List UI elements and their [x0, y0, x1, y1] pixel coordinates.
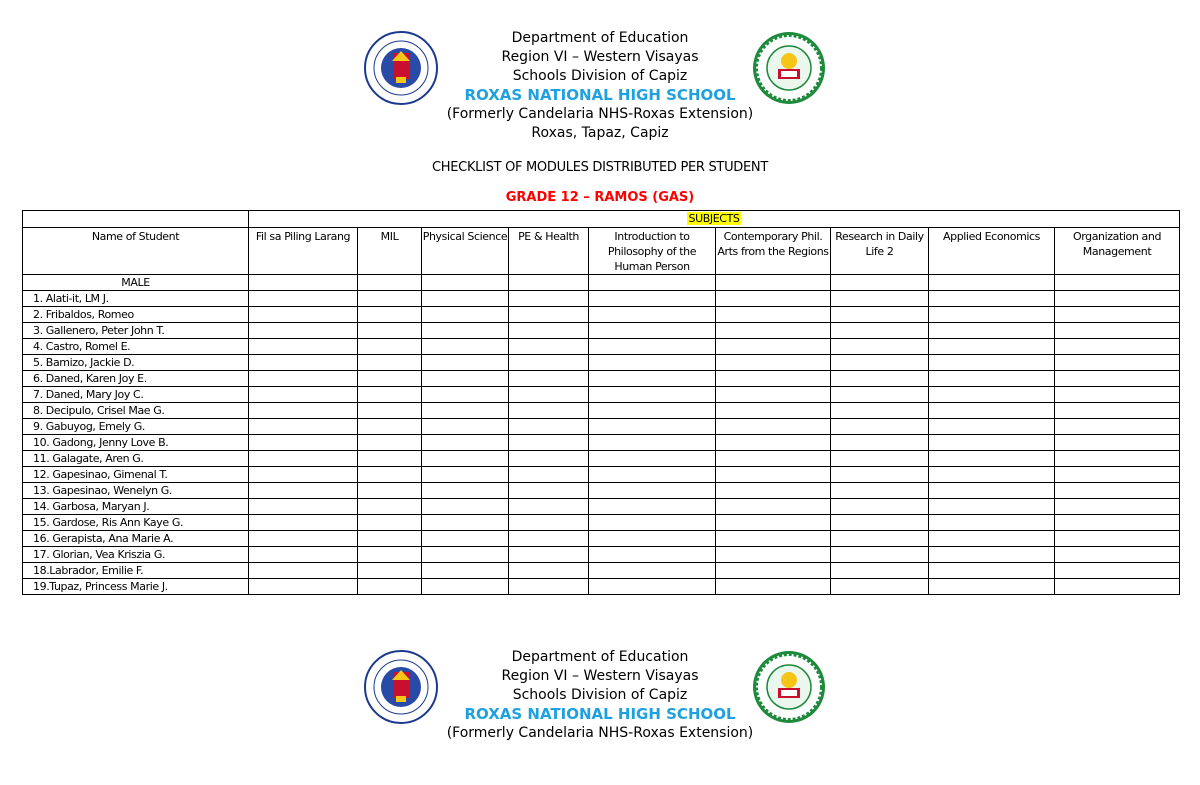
student-row [23, 371, 1180, 387]
checklist-cell [509, 291, 589, 307]
checklist-cell [716, 323, 831, 339]
checklist-cell [358, 483, 422, 499]
checklist-cell [249, 307, 358, 323]
checklist-cell [929, 291, 1055, 307]
checklist-cell [422, 419, 509, 435]
checklist-cell [589, 307, 716, 323]
checklist-cell [831, 387, 929, 403]
checklist-cell [716, 547, 831, 563]
checklist-cell [509, 515, 589, 531]
checklist-cell [589, 419, 716, 435]
male-row [23, 275, 1180, 291]
checklist-cell [249, 515, 358, 531]
checklist-cell [929, 531, 1055, 547]
checklist-cell [249, 547, 358, 563]
student-row [23, 451, 1180, 467]
checklist-cell [716, 371, 831, 387]
student-name: 16. Gerapista, Ana Marie A. [23, 531, 249, 547]
checklist-cell [249, 483, 358, 499]
checklist-cell [831, 371, 929, 387]
checklist-cell [929, 499, 1055, 515]
checklist-cell [831, 355, 929, 371]
checklist-cell [589, 531, 716, 547]
checklist-cell [716, 563, 831, 579]
subject-header: Organization and Management [1055, 228, 1180, 275]
name-header: Name of Student [23, 228, 249, 275]
letterhead-bottom [0, 648, 1200, 743]
checklist-cell [509, 467, 589, 483]
checklist-cell [249, 355, 358, 371]
checklist-table [22, 210, 1180, 595]
dept-name: Department of Education [511, 649, 689, 665]
checklist-cell [358, 355, 422, 371]
checklist-cell [358, 419, 422, 435]
checklist-cell [589, 403, 716, 419]
checklist-cell [589, 515, 716, 531]
checklist-cell [422, 435, 509, 451]
school-address: Roxas, Tapaz, Capiz [531, 125, 669, 141]
checklist-cell [422, 387, 509, 403]
checklist-cell [358, 403, 422, 419]
checklist-cell [422, 483, 509, 499]
checklist-cell [589, 467, 716, 483]
checklist-cell [509, 387, 589, 403]
student-name: 4. Castro, Romel E. [23, 339, 249, 355]
checklist-cell [716, 435, 831, 451]
student-name: 17. Glorian, Vea Kriszia G. [23, 547, 249, 563]
checklist-cell [422, 547, 509, 563]
checklist-cell [716, 451, 831, 467]
student-name: 9. Gabuyog, Emely G. [23, 419, 249, 435]
checklist-cell [249, 419, 358, 435]
subject-header: PE & Health [509, 228, 589, 275]
checklist-cell [249, 435, 358, 451]
checklist-cell [929, 387, 1055, 403]
checklist-cell [716, 499, 831, 515]
checklist-cell [1055, 403, 1180, 419]
checklist-cell [929, 563, 1055, 579]
student-name: 7. Daned, Mary Joy C. [23, 387, 249, 403]
checklist-cell [358, 275, 422, 291]
checklist-cell [509, 563, 589, 579]
checklist-cell [1055, 291, 1180, 307]
checklist-cell [422, 307, 509, 323]
checklist-cell [249, 467, 358, 483]
checklist-cell [509, 355, 589, 371]
checklist-cell [1055, 371, 1180, 387]
checklist-cell [589, 355, 716, 371]
checklist-cell [716, 355, 831, 371]
checklist-cell [358, 339, 422, 355]
checklist-cell [422, 579, 509, 595]
grade-section: GRADE 12 – RAMOS (GAS) [505, 190, 695, 205]
checklist-cell [716, 291, 831, 307]
checklist-cell [509, 435, 589, 451]
checklist-cell [716, 339, 831, 355]
checklist-cell [422, 355, 509, 371]
checklist-cell [358, 387, 422, 403]
student-row [23, 307, 1180, 323]
checklist-cell [589, 323, 716, 339]
checklist-cell [1055, 483, 1180, 499]
checklist-cell [1055, 451, 1180, 467]
checklist-cell [358, 307, 422, 323]
checklist-cell [422, 291, 509, 307]
checklist-cell [422, 323, 509, 339]
checklist-cell [831, 323, 929, 339]
student-row [23, 531, 1180, 547]
checklist-cell [509, 323, 589, 339]
checklist-cell [831, 435, 929, 451]
checklist-cell [1055, 307, 1180, 323]
checklist-cell [716, 531, 831, 547]
division-name: Schools Division of Capiz [512, 68, 688, 84]
checklist-cell [1055, 547, 1180, 563]
checklist-cell [422, 515, 509, 531]
formerly-name: (Formerly Candelaria NHS-Roxas Extension) [446, 725, 754, 741]
student-name: 11. Galagate, Aren G. [23, 451, 249, 467]
checklist-cell [249, 275, 358, 291]
checklist-cell [358, 451, 422, 467]
formerly-name: (Formerly Candelaria NHS-Roxas Extension) [446, 106, 754, 122]
school-name: ROXAS NATIONAL HIGH SCHOOL [464, 705, 736, 723]
checklist-cell [1055, 467, 1180, 483]
checklist-cell [509, 419, 589, 435]
checklist-cell [1055, 515, 1180, 531]
checklist-cell [589, 547, 716, 563]
checklist-cell [1055, 275, 1180, 291]
student-name: 2. Fribaldos, Romeo [23, 307, 249, 323]
checklist-cell [1055, 323, 1180, 339]
subject-header: Applied Economics [929, 228, 1055, 275]
checklist-cell [716, 515, 831, 531]
checklist-cell [831, 451, 929, 467]
checklist-cell [1055, 579, 1180, 595]
subject-header: Physical Science [422, 228, 509, 275]
checklist-cell [929, 307, 1055, 323]
checklist-cell [509, 531, 589, 547]
checklist-cell [1055, 563, 1180, 579]
checklist-cell [589, 275, 716, 291]
student-name: 13. Gapesinao, Wenelyn G. [23, 483, 249, 499]
checklist-cell [509, 275, 589, 291]
checklist-cell [422, 275, 509, 291]
student-name: 15. Gardose, Ris Ann Kaye G. [23, 515, 249, 531]
checklist-cell [1055, 499, 1180, 515]
student-row [23, 291, 1180, 307]
checklist-cell [358, 435, 422, 451]
checklist-cell [831, 563, 929, 579]
region-name: Region VI – Western Visayas [501, 668, 699, 684]
checklist-cell [422, 499, 509, 515]
checklist-cell [249, 323, 358, 339]
checklist-cell [716, 307, 831, 323]
checklist-cell [831, 547, 929, 563]
checklist-cell [929, 275, 1055, 291]
checklist-cell [509, 403, 589, 419]
student-name: 18.Labrador, Emilie F. [23, 563, 249, 579]
checklist-cell [716, 403, 831, 419]
checklist-cell [589, 435, 716, 451]
student-name: 19.Tupaz, Princess Marie J. [23, 579, 249, 595]
checklist-cell [831, 339, 929, 355]
region-name: Region VI – Western Visayas [501, 49, 699, 65]
checklist-cell [358, 515, 422, 531]
dept-name: Department of Education [511, 30, 689, 46]
checklist-cell [589, 387, 716, 403]
student-row [23, 403, 1180, 419]
checklist-cell [422, 467, 509, 483]
checklist-cell [831, 275, 929, 291]
checklist-cell [358, 467, 422, 483]
student-row [23, 355, 1180, 371]
checklist-cell [358, 499, 422, 515]
checklist-cell [929, 355, 1055, 371]
checklist-cell [358, 579, 422, 595]
checklist-cell [358, 323, 422, 339]
checklist-cell [249, 579, 358, 595]
checklist-cell [716, 483, 831, 499]
checklist-cell [589, 291, 716, 307]
student-row [23, 563, 1180, 579]
student-name: 1. Alati-it, LM J. [23, 291, 249, 307]
doc-title: CHECKLIST OF MODULES DISTRIBUTED PER STUDENT [432, 160, 768, 175]
student-row [23, 339, 1180, 355]
checklist-cell [831, 499, 929, 515]
school-name: ROXAS NATIONAL HIGH SCHOOL [464, 86, 736, 104]
student-row [23, 419, 1180, 435]
checklist-cell [716, 419, 831, 435]
checklist-cell [249, 371, 358, 387]
checklist-cell [422, 339, 509, 355]
checklist-cell [249, 403, 358, 419]
checklist-cell [1055, 355, 1180, 371]
checklist-cell [589, 339, 716, 355]
checklist-cell [929, 419, 1055, 435]
checklist-cell [589, 563, 716, 579]
checklist-cell [358, 291, 422, 307]
checklist-cell [831, 515, 929, 531]
checklist-cell [358, 371, 422, 387]
subject-header: MIL [358, 228, 422, 275]
checklist-cell [929, 451, 1055, 467]
student-row [23, 323, 1180, 339]
checklist-cell [1055, 531, 1180, 547]
checklist-cell [509, 483, 589, 499]
checklist-cell [929, 579, 1055, 595]
student-name: 6. Daned, Karen Joy E. [23, 371, 249, 387]
checklist-cell [422, 451, 509, 467]
checklist-cell [929, 547, 1055, 563]
checklist-cell [249, 291, 358, 307]
checklist-cell [509, 579, 589, 595]
checklist-cell [929, 339, 1055, 355]
student-name: 14. Garbosa, Maryan J. [23, 499, 249, 515]
checklist-cell [831, 307, 929, 323]
checklist-cell [358, 563, 422, 579]
checklist-cell [716, 387, 831, 403]
student-row [23, 515, 1180, 531]
checklist-cell [929, 435, 1055, 451]
student-name: 8. Decipulo, Crisel Mae G. [23, 403, 249, 419]
checklist-cell [929, 403, 1055, 419]
checklist-cell [358, 547, 422, 563]
checklist-cell [509, 451, 589, 467]
checklist-cell [509, 307, 589, 323]
checklist-cell [358, 531, 422, 547]
checklist-cell [929, 467, 1055, 483]
checklist-cell [831, 531, 929, 547]
checklist-cell [929, 371, 1055, 387]
checklist-cell [1055, 419, 1180, 435]
checklist-cell [831, 483, 929, 499]
subject-header: Fil sa Piling Larang [249, 228, 358, 275]
subject-header: Introduction to Philosophy of the Human Person [589, 228, 716, 275]
student-name: 3. Gallenero, Peter John T. [23, 323, 249, 339]
checklist-cell [509, 547, 589, 563]
checklist-cell [509, 499, 589, 515]
checklist-cell [509, 371, 589, 387]
checklist-cell [422, 403, 509, 419]
student-row [23, 387, 1180, 403]
student-row [23, 467, 1180, 483]
student-row [23, 579, 1180, 595]
checklist-cell [831, 467, 929, 483]
checklist-cell [422, 563, 509, 579]
student-name: 5. Bamizo, Jackie D. [23, 355, 249, 371]
student-name: 10. Gadong, Jenny Love B. [23, 435, 249, 451]
checklist-cell [831, 579, 929, 595]
checklist-cell [249, 387, 358, 403]
subject-header: Contemporary Phil. Arts from the Regions [716, 228, 831, 275]
checklist-cell [589, 499, 716, 515]
checklist-cell [716, 275, 831, 291]
checklist-cell [831, 419, 929, 435]
checklist-cell [249, 499, 358, 515]
checklist-cell [1055, 435, 1180, 451]
student-row [23, 547, 1180, 563]
checklist-cell [831, 291, 929, 307]
checklist-cell [716, 467, 831, 483]
checklist-cell [929, 483, 1055, 499]
checklist-cell [716, 579, 831, 595]
checklist-cell [249, 451, 358, 467]
student-name: 12. Gapesinao, Gimenal T. [23, 467, 249, 483]
checklist-cell [589, 451, 716, 467]
checklist-cell [589, 483, 716, 499]
subject-header: Research in Daily Life 2 [831, 228, 929, 275]
checklist-cell [249, 563, 358, 579]
student-row [23, 483, 1180, 499]
checklist-cell [509, 339, 589, 355]
checklist-cell [249, 339, 358, 355]
subjects-label: SUBJECTS [688, 212, 740, 225]
subjects-row [23, 211, 1180, 228]
checklist-cell [422, 371, 509, 387]
checklist-cell [831, 403, 929, 419]
student-row [23, 499, 1180, 515]
division-name: Schools Division of Capiz [512, 687, 688, 703]
group-label: MALE [23, 275, 249, 291]
checklist-cell [1055, 387, 1180, 403]
checklist-cell [929, 323, 1055, 339]
student-row [23, 435, 1180, 451]
checklist-cell [929, 515, 1055, 531]
checklist-cell [589, 579, 716, 595]
checklist-cell [589, 371, 716, 387]
column-header-row [23, 228, 1180, 275]
checklist-cell [249, 531, 358, 547]
letterhead-top [0, 29, 1200, 143]
checklist-cell [422, 531, 509, 547]
checklist-cell [1055, 339, 1180, 355]
